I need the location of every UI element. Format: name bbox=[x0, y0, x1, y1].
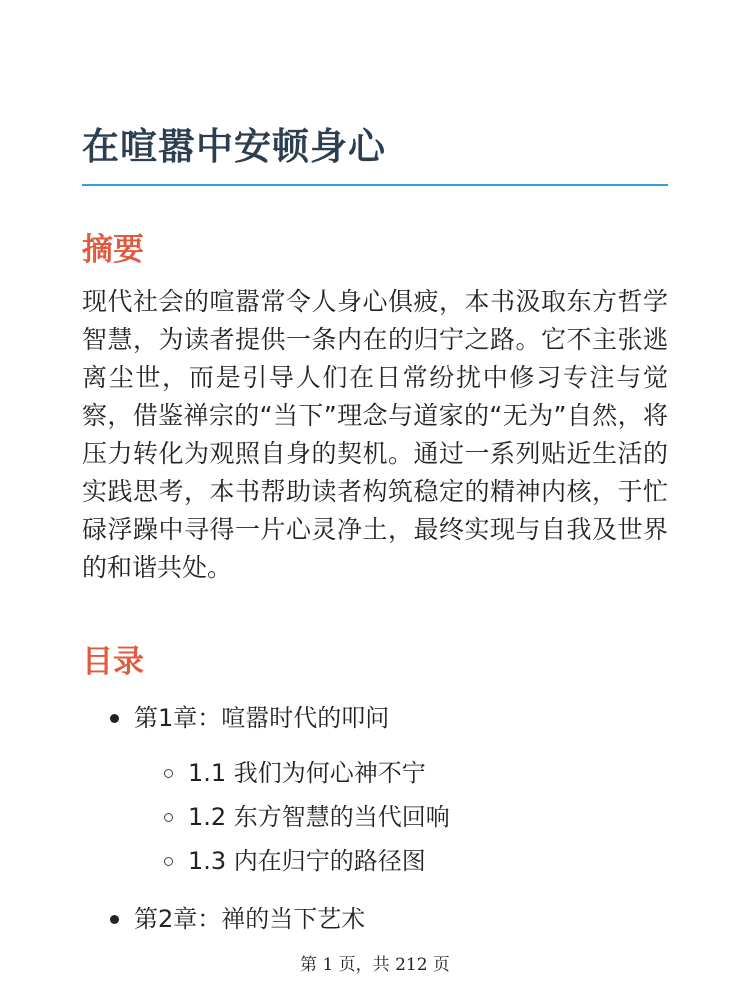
toc-section-1-1[interactable]: 1.1 我们为何心神不宁 bbox=[188, 759, 426, 787]
toc-chapter-2[interactable]: 第2章：禅的当下艺术 bbox=[134, 905, 366, 933]
toc-section-1-3[interactable]: 1.3 内在归宁的路径图 bbox=[188, 847, 426, 875]
page-number-footer: 第 1 页，共 212 页 bbox=[300, 955, 450, 975]
bullet-dot-icon bbox=[110, 714, 119, 723]
bullet-circle-icon bbox=[164, 857, 173, 866]
toc-chapter-1[interactable]: 第1章：喧嚣时代的叩问 bbox=[134, 704, 390, 732]
toc-heading: 目录 bbox=[82, 644, 144, 680]
abstract-heading: 摘要 bbox=[82, 232, 144, 268]
toc-section-1-2[interactable]: 1.2 东方智慧的当代回响 bbox=[188, 803, 450, 831]
abstract-paragraph: 现代社会的喧嚣常令人身心俱疲，本书汲取东方哲学智慧，为读者提供一条内在的归宁之路。它不主张逃离尘世，而是引导人们在日常纷扰中修习专注与觉察，借鉴禅宗的“当下”理念与道家的“无为”自然，将压力转化为观照自身的契机。通过一系列贴近生活的实践思考，本书帮助读者构筑稳定的精神内核，于忙碌浮躁中寻得一片心灵净土，最终实现与自我及世界的和谐共处。 bbox=[82, 287, 668, 582]
bullet-circle-icon bbox=[164, 813, 173, 822]
document-title: 在喧嚣中安顿身心 bbox=[82, 125, 386, 168]
title-divider bbox=[82, 184, 668, 186]
bullet-dot-icon bbox=[110, 915, 119, 924]
bullet-circle-icon bbox=[164, 769, 173, 778]
